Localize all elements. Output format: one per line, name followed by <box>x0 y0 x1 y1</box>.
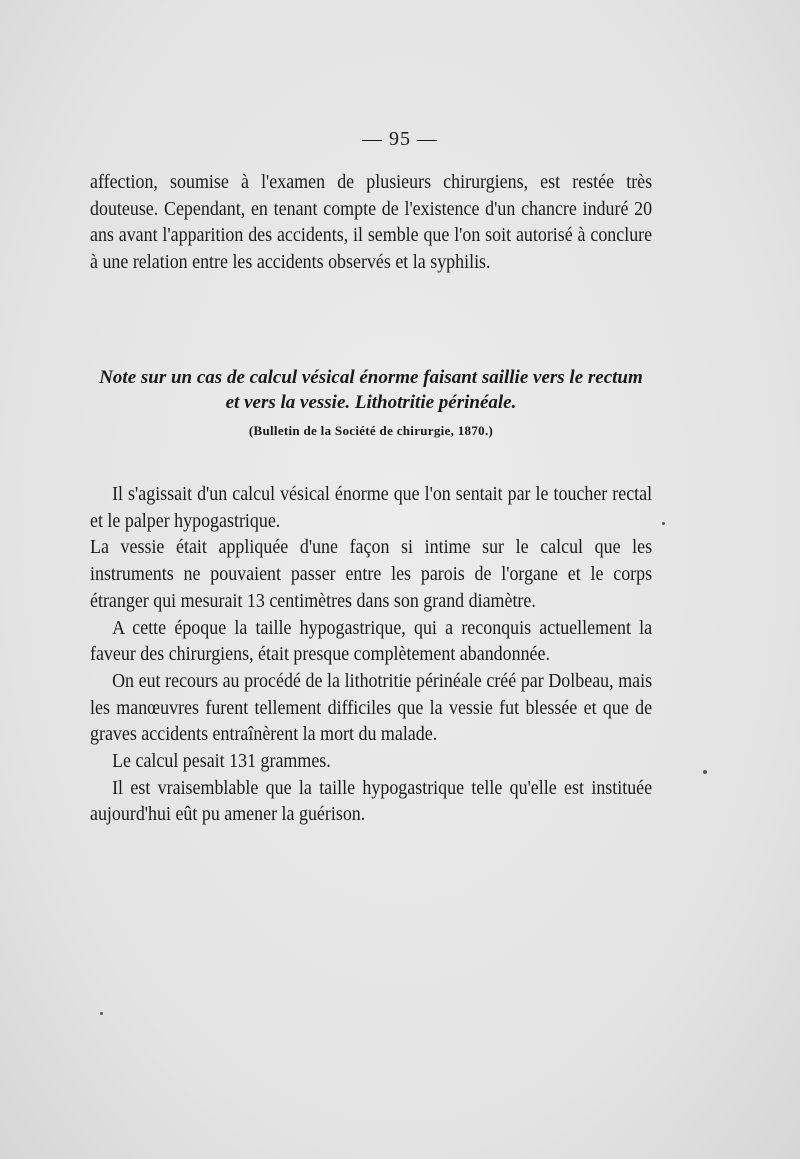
paper-speck <box>703 770 707 774</box>
body-paragraph: Il est vraisemblable que la taille hypogastrique telle qu'elle est instituée aujourd'hui eût pu amener la guérison. <box>90 777 653 826</box>
intro-text <box>90 170 652 277</box>
note-title-line-2: et vers la vessie. Lithotritie périnéale. <box>225 392 517 413</box>
note-title <box>90 365 652 415</box>
body-paragraph: A cette époque la taille hypogastrique, qui a reconquis actuellement la faveur des chirurgiens, était presque complètement abandonnée. <box>90 617 653 666</box>
body-paragraph: La vessie était appliquée d'une façon si intime sur le calcul que les instruments ne pouvaient passer entre les parois de l'organe et le corps étranger qui mesurait 13 centimètres dans son grand diamètre. <box>90 537 653 612</box>
body-paragraph: Le calcul pesait 131 grammes. <box>112 751 331 773</box>
intro-paragraph: affection, soumise à l'examen de plusieurs chirurgiens, est restée très douteuse. Cependant, en tenant compte de l'existence d'un chancre induré 20 ans avant l'apparition des accidents, il semble que l'on soit autorisé à conclure à une relation entre les accidents observés et la syphilis. <box>90 172 653 274</box>
page-number: — 95 — <box>362 128 438 150</box>
note-body <box>90 482 652 829</box>
note-title-line-1: Note sur un cas de calcul vésical énorme faisant saillie vers le rectum <box>99 367 643 388</box>
paper-speck <box>100 1012 103 1015</box>
note-source: (Bulletin de la Société de chirurgie, 1870.) <box>248 423 494 438</box>
body-paragraph: Il s'agissait d'un calcul vésical énorme que l'on sentait par le toucher rectal et le palper hypogastrique. <box>90 484 653 532</box>
paper-speck <box>662 522 665 525</box>
body-paragraph: On eut recours au procédé de la lithotritie périnéale créé par Dolbeau, mais les manœuvres furent tellement difficiles que la vessie fut blessée et que de graves accidents entraînèrent la mort du malade. <box>90 670 653 746</box>
